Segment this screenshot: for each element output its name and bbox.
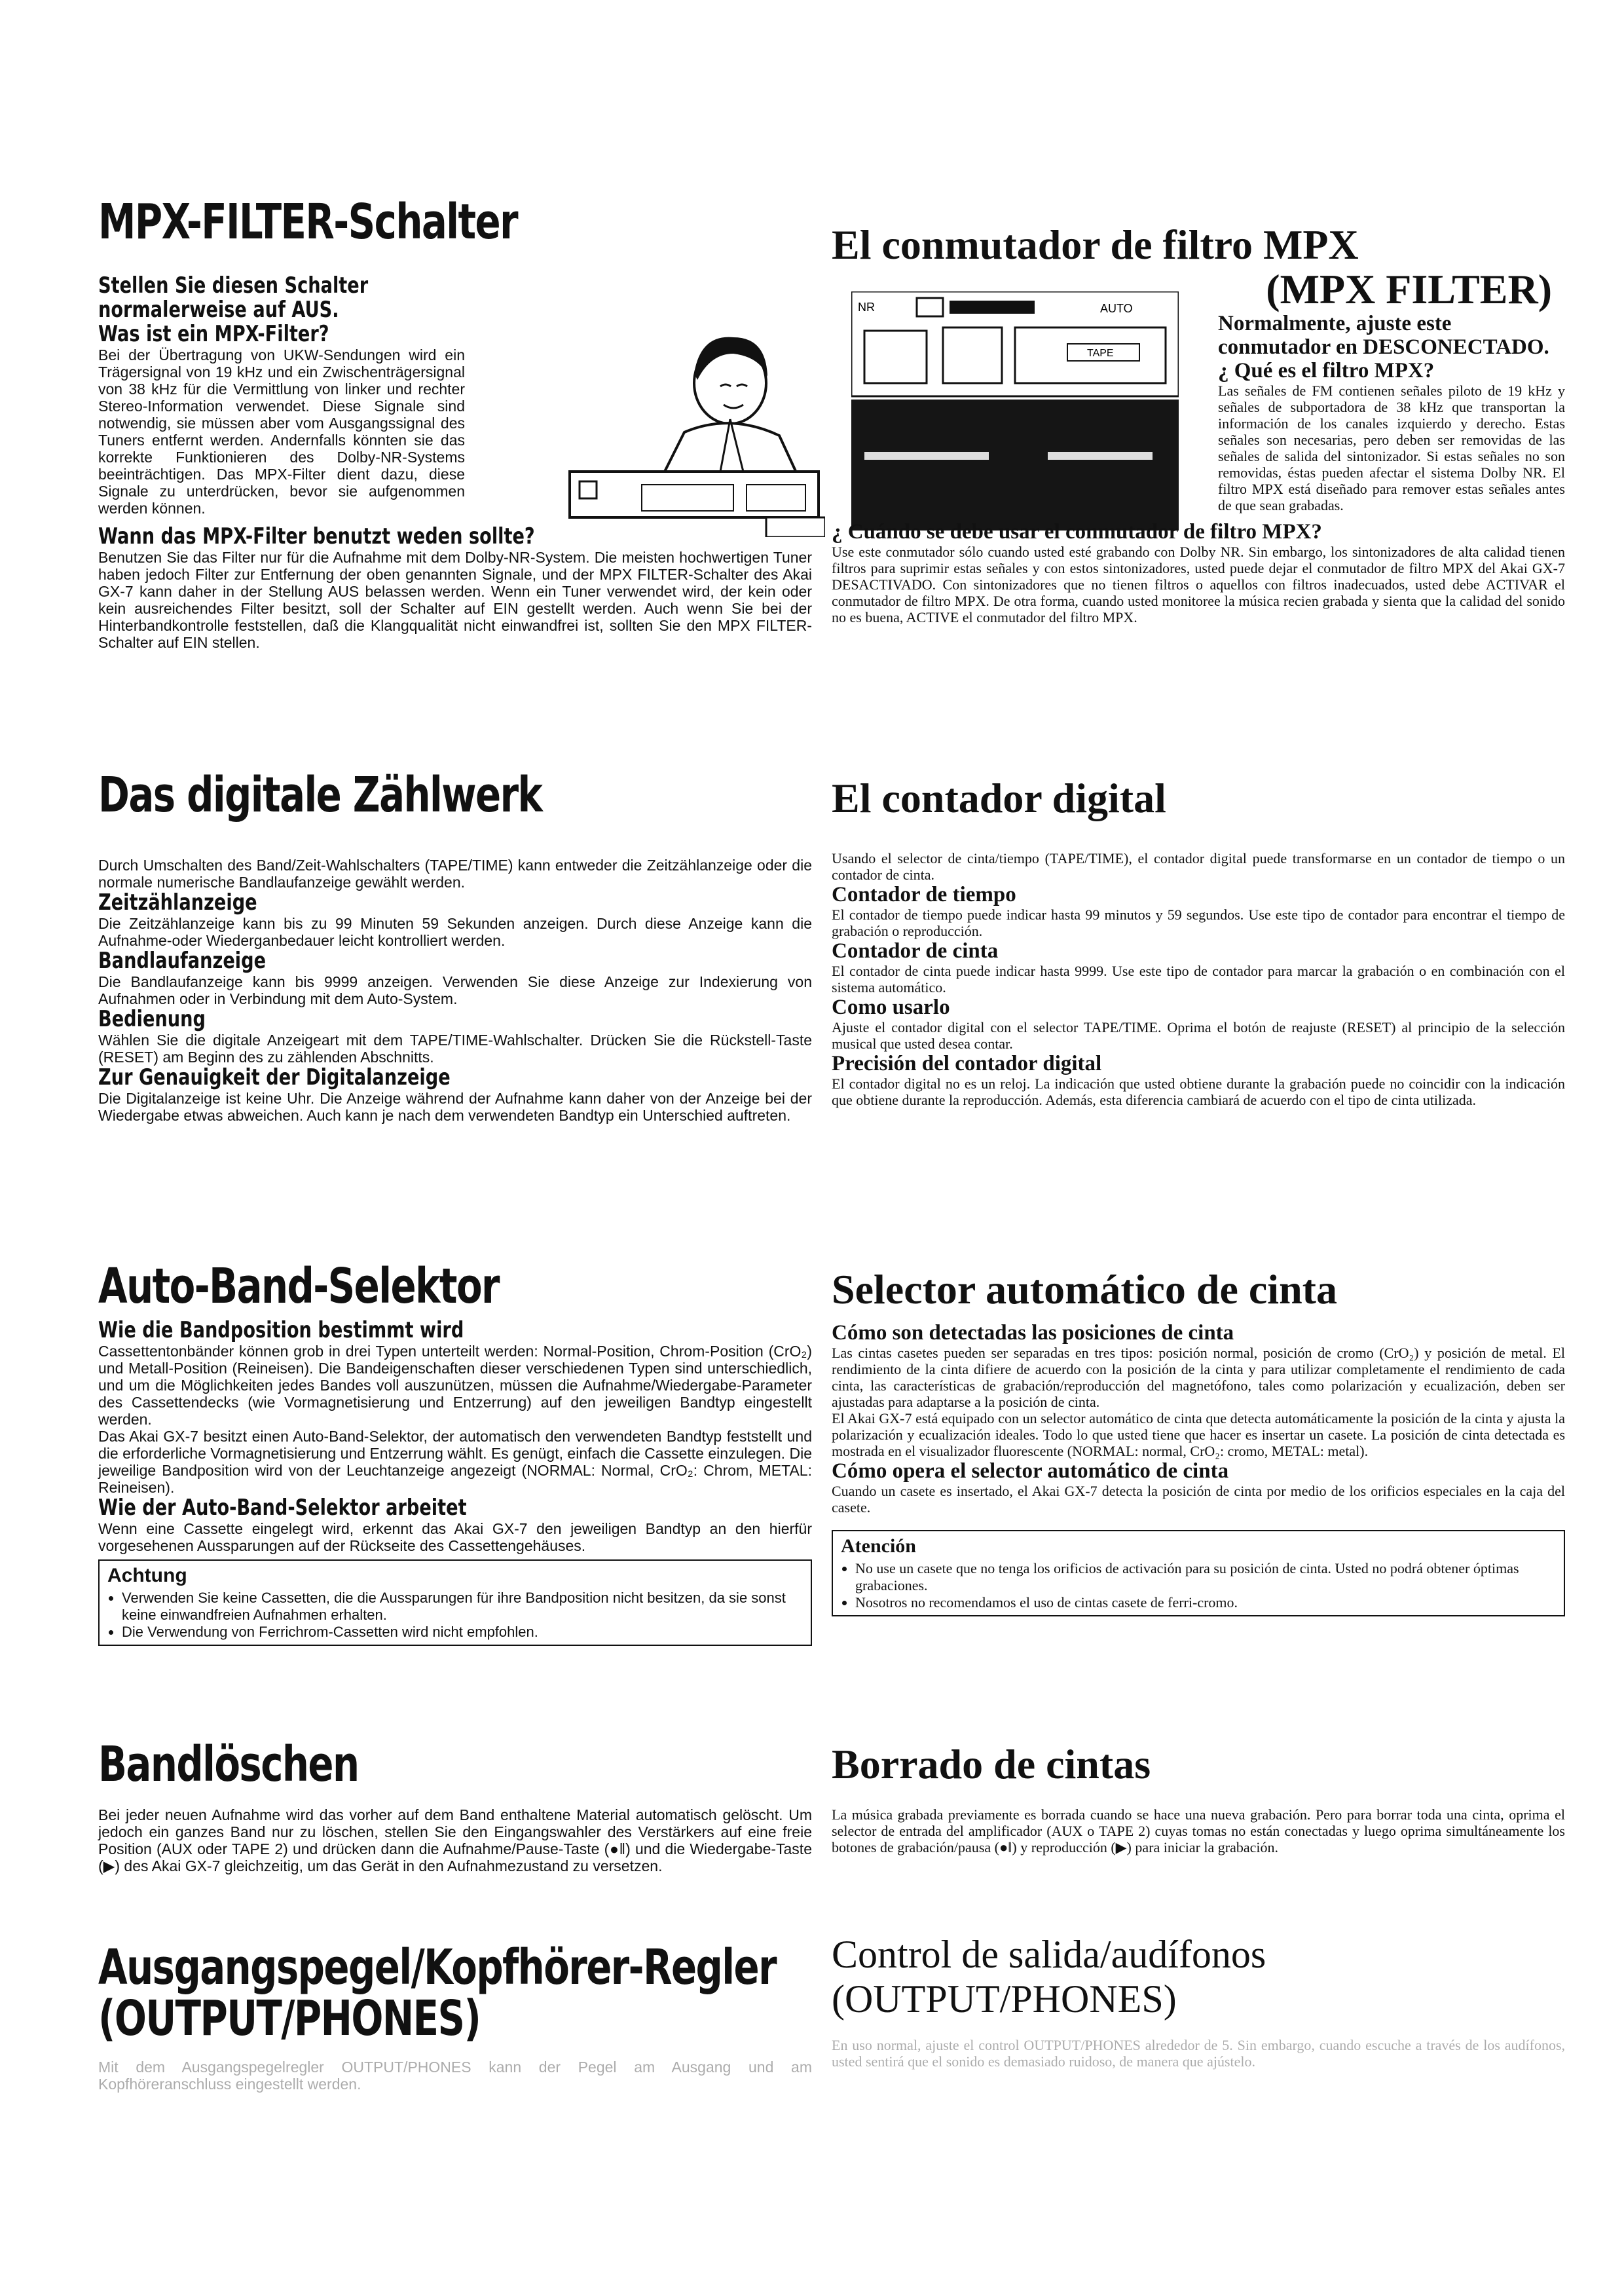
de-mpx-q-what: Was ist ein MPX-Filter? xyxy=(98,321,329,347)
de-mpx-lead2: normalerweise auf AUS. xyxy=(98,297,339,323)
es-counter-op-text: Ajuste el contador digital con el selector TAPE/TIME. Oprima el botón de reajuste (RESET) al principio de la selección musical que usted desea contar. xyxy=(832,1019,1565,1052)
de-counter-intro: Durch Umschalten des Band/Zeit-Wahlschalters (TAPE/TIME) kann entweder die Zeitzählanzeige oder die normale numerische Bandlaufanzeige gewählt werden. xyxy=(98,857,812,891)
es-autoband-works-text: Cuando un casete es insertado, el Akai GX-7 detecta la posición de cinta por medio de los orificios especiales en la caja del casete. xyxy=(832,1483,1565,1516)
de-counter-acc-text: Die Digitalanzeige ist keine Uhr. Die Anzeige während der Aufnahme kann daher von der Anzeige bei der Wiedergabe etwas abweichen. Auch kann je nach dem verwendeten Bandtyp ein Unterschied auftreten. xyxy=(98,1090,812,1124)
es-mpx-title2: (MPX FILTER) xyxy=(1266,266,1552,312)
de-counter-tape-text: Die Bandlaufanzeige kann bis 9999 anzeigen. Verwenden Sie diese Anzeige zur Indexierung von Aufnahmen oder in Verbindung mit dem Auto-System. xyxy=(98,973,812,1007)
de-counter-h-tape: Bandlaufanzeige xyxy=(98,948,267,974)
de-erase-text: Bei jeder neuen Aufnahme wird das vorher auf dem Band enthaltene Material automatisch gelöscht. Um jedoch ein ganzes Band nur zu löschen, stellen Sie den Eingangswahler des Verstärkers auf eine freie Position (AUX oder TAPE 2) und drücken dann die Aufnahme/Pause-Taste (●‖) und die Wiedergabe-Taste (▶) des Akai GX-7 gleichzeitig, um das Gerät in den Aufnahmezustand zu versetzen. xyxy=(98,1806,812,1874)
panel-label-tape: TAPE xyxy=(1087,348,1114,359)
de-counter-h-time: Zeitzählanzeige xyxy=(98,889,257,916)
es-output-title: Control de salida/audífonos xyxy=(832,1933,1266,1976)
es-mpx-q-what: ¿ Qué es el filtro MPX? xyxy=(1218,359,1435,382)
de-erase-section xyxy=(98,1736,812,1874)
de-counter-h-acc: Zur Genauigkeit der Digitalanzeige xyxy=(98,1064,451,1091)
es-counter-intro: Usando el selector de cinta/tiempo (TAPE/TIME), el contador digital puede transformarse en un contador de tiempo o un contador de cinta. xyxy=(832,850,1565,883)
es-counter-section xyxy=(832,776,1565,1108)
es-autoband-section xyxy=(832,1267,1565,1616)
de-autoband-how-text: Cassettentonbänder können grob in drei Typen unterteilt werden: Normal-Position, Chrom-Position (CrO₂) und Metall-Position (Reineisen). Die Bandeigenschaften dieser verschiedenen Typen sind unterschiedlich, und um die Möglichkeiten jedes Bandes voll auszunützen, müssen die Aufnahme/Wiedergabe-Parameter des Cassettendecks (wie Vormagnetisierung und Entzerrung) auf den jeweiligen Bandtyp eingestellt werden. xyxy=(98,1343,812,1428)
de-caution-item-2: • Die Verwendung von Ferrichrom-Cassetten wird nicht empfohlen. xyxy=(122,1624,803,1641)
es-counter-tape-text: El contador de cinta puede indicar hasta 9999. Use este tipo de contador para marcar la grabación o en combinación con el sistema automático. xyxy=(832,963,1565,996)
de-caution-box xyxy=(98,1559,812,1646)
de-caution-item-1: • Verwenden Sie keine Cassetten, die die Aussparungen für ihre Bandposition nicht besitzen, da sie sonst keine einwandfreien Aufnahmen erhalten. xyxy=(122,1590,803,1624)
es-counter-h-op: Como usarlo xyxy=(832,996,950,1019)
de-counter-time-text: Die Zeitzählanzeige kann bis zu 99 Minuten 59 Sekunden anzeigen. Durch diese Anzeige kann die Aufnahme-oder Wiederganbedauer leicht kontrolliert werden. xyxy=(98,915,812,949)
es-counter-acc-text: El contador digital no es un reloj. La indicación que usted obtiene durante la grabación puede no coincidir con la indicación que obtiene durante la reproducción. Además, esta diferencia cambiará de acuerdo con el tipo de cinta utilizada. xyxy=(832,1075,1565,1108)
es-output-text: En uso normal, ajuste el control OUTPUT/PHONES alrededor de 5. Sin embargo, cuando escuche a través de los audífonos, usted sentirá que el sonido es demasiado ruidoso, de manera que ajústelo. xyxy=(832,2037,1565,2070)
es-counter-title: El contador digital xyxy=(832,775,1166,821)
de-autoband-section xyxy=(98,1258,812,1646)
es-autoband-how-text2: El Akai GX-7 está equipado con un selector automático de cinta que detecta automáticamente la posición de la cinta y ajusta la polarización y ecualización ideales. Todo lo que usted tiene que hacer es insertar un casete. La posición de cinta detectada es mostrada en el visualizador fluorescente (NORMAL: normal, CrO₂: cromo, METAL: metal). xyxy=(832,1410,1565,1459)
es-autoband-h-how: Cómo son detectadas las posiciones de cinta xyxy=(832,1321,1234,1345)
de-mpx-lead1: Stellen Sie diesen Schalter xyxy=(98,272,369,299)
de-mpx-q-when: Wann das MPX-Filter benutzt weden sollte? xyxy=(98,523,535,550)
de-counter-h-op: Bedienung xyxy=(98,1006,206,1032)
es-caution-title: Atención xyxy=(841,1535,916,1557)
es-erase-title: Borrado de cintas xyxy=(832,1741,1151,1787)
de-counter-title: Das digitale Zählwerk xyxy=(98,767,542,823)
es-counter-h-time: Contador de tiempo xyxy=(832,883,1016,906)
man-with-deck-drawing xyxy=(563,321,825,537)
de-erase-title: Bandlöschen xyxy=(98,1736,359,1793)
man-with-deck-illustration xyxy=(563,321,825,540)
es-autoband-how-text: Las cintas casetes pueden ser separadas en tres tipos: posición normal, posición de cromo (CrO₂) y posición de metal. El rendimiento de la cinta difiere de acuerdo con la posición de la cinta y para utilizar completamente el rendimiento de cada cinta, las características de grabación/reproducción del magnetófono, tales como polarización y ecualización, deben ser ajustadas para adaptarse a la posición de cinta. xyxy=(832,1345,1565,1410)
es-caution-box xyxy=(832,1530,1565,1616)
es-mpx-lead: Normalmente, ajuste este conmutador en DESCONECTADO. xyxy=(1218,312,1549,359)
de-counter-op-text: Wählen Sie die digitale Anzeigeart mit dem TAPE/TIME-Wahlschalter. Drücken Sie die Rückstell-Taste (RESET) am Beginn des zu zählenden Abschnitts. xyxy=(98,1032,812,1066)
es-mpx-q-when: ¿ Cuándo se debe usar el conmutador de filtro MPX? xyxy=(832,520,1322,544)
panel-label-nr: NR xyxy=(858,301,875,314)
de-output-title: Ausgangspegel/Kopfhörer-Regler (OUTPUT/PHONES) xyxy=(98,1939,777,2047)
es-output-title2: (OUTPUT/PHONES) xyxy=(832,1977,1177,2021)
es-output-section xyxy=(832,1932,1565,2070)
es-autoband-h-works: Cómo opera el selector automático de cinta xyxy=(832,1459,1229,1483)
es-erase-text: La música grabada previamente es borrada cuando se hace una nueva grabación. Pero para borrar toda una cinta, oprima el selector de entrada del amplificador (AUX o TAPE 2) cuyas tomas no están conectadas y luego oprima simultáneamente los botones de grabación/pausa (●‖) y reproducción (▶) para iniciar la grabación. xyxy=(832,1806,1565,1855)
es-counter-h-acc: Precisión del contador digital xyxy=(832,1052,1102,1075)
de-autoband-how-text2: Das Akai GX-7 besitzt einen Auto-Band-Selektor, der automatisch den verwendeten Bandtyp feststellt und die erforderliche Vormagnetisierung und Entzerrung wählt. Es genügt, einfach die Cassette einzulegen. Die jeweilige Bandposition wird von der Leuchtanzeige angezeigt (NORMAL: Normal, CrO₂: Chrom, METAL: Reineisen). xyxy=(98,1428,812,1496)
de-caution-title: Achtung xyxy=(107,1565,187,1586)
de-mpx-title: MPX-FILTER-Schalter xyxy=(98,194,518,250)
es-mpx-title: El conmutador de filtro MPX xyxy=(832,221,1359,268)
panel-label-auto: AUTO xyxy=(1100,302,1133,315)
es-autoband-title: Selector automático de cinta xyxy=(832,1266,1337,1313)
de-mpx-when-text: Benutzen Sie das Filter nur für die Aufnahme mit dem Dolby-NR-System. Die meisten hochwertigen Tuner haben jedoch Filter zur Entfernung der oben genannten Signale, und der MPX FILTER-Schalter des Akai GX-7 kann daher in der Stellung AUS belassen werden. Wenn ein Tuner verwendet wird, der kein oder kein ausreichendes Filter besitzt, soll der Schalter auf EIN gestellt werden. Auch wenn Sie bei der Hinterbandkontrolle feststellen, daß die Klangqualität nicht einwandfrei ist, sollten Sie den MPX FILTER-Schalter auf EIN stellen. xyxy=(98,549,812,651)
es-counter-h-tape: Contador de cinta xyxy=(832,939,999,963)
de-output-text: Mit dem Ausgangspegelregler OUTPUT/PHONES kann der Pegel am Ausgang und am Kopfhöreranschluss eingestellt werden. xyxy=(98,2059,812,2093)
es-caution-item-1: • No use un casete que no tenga los orificios de activación para su posición de cinta. Usted no podrá obtener óptimas grabaciones. xyxy=(855,1560,1556,1594)
es-erase-section xyxy=(832,1742,1565,1855)
de-autoband-title: Auto-Band-Selektor xyxy=(98,1258,499,1314)
de-counter-section xyxy=(98,767,812,1124)
es-mpx-what-text: Las señales de FM contienen señales piloto de 19 kHz y señales de subportadora de 38 kHz que transportan la información de los canales izquierdo y derecho. Estas señales son necesarias, pero deben ser removidas de las señales de salida del sintonizador. Si estas señales no son removidas, éstas pueden afectar el sistema Dolby NR. El filtro MPX está diseñado para remover estas señales antes de que sean grabadas. xyxy=(1218,382,1565,513)
es-counter-time-text: El contador de tiempo puede indicar hasta 99 minutos y 59 segundos. Use este tipo de contador para encontrar el tiempo de grabación o reproducción. xyxy=(832,906,1565,939)
de-autoband-h-works: Wie der Auto-Band-Selektor arbeitet xyxy=(98,1495,467,1521)
de-mpx-what-text: Bei der Übertragung von UKW-Sendungen wird ein Trägersignal von 19 kHz und ein Zwischenträgersignal von 38 kHz für die Vermittlung von linker und rechter Stereo-Information verwendet. Diese Signale sind notwendig, sie müssen aber vom Ausgangssignal des Tuners entfernt werden. Andernfalls könnten sie das korrekte Funktionieren des Dolby-NR-Systems beeinträchtigen. Das MPX-Filter dient dazu, diese Signale zu unterdrücken, bevor sie aufgenommen werden können. xyxy=(98,346,465,517)
es-mpx-section xyxy=(832,223,1565,625)
de-autoband-works-text: Wenn eine Cassette eingelegt wird, erkennt das Akai GX-7 den jeweiligen Bandtyp an den hierfür vorgesehenen Aussparungen auf der Rückseite des Cassettengehäuses. xyxy=(98,1520,812,1554)
de-autoband-h-how: Wie die Bandposition bestimmt wird xyxy=(98,1317,464,1343)
es-mpx-when-text: Use este conmutador sólo cuando usted esté grabando con Dolby NR. Sin embargo, los sintonizadores de alta calidad tienen filtros para suprimir estas señales y con estos sintonizadores, usted puede dejar el conmutador de filtro MPX del Akai GX-7 DESACTIVADO. Con sintonizadores que no tienen filtros o aquellos con filtros inadecuados, usted debe ACTIVAR el conmutador de filtro MPX. De otra forma, cuando usted monitoree la música recien grabada y sienta que la calidad del sonido no es buena, ACTIVE el conmutador del filtro MPX. xyxy=(832,544,1565,625)
es-caution-item-2: • Nosotros no recomendamos el uso de cintas casete de ferri-cromo. xyxy=(855,1594,1556,1611)
de-output-section xyxy=(98,1939,812,2093)
